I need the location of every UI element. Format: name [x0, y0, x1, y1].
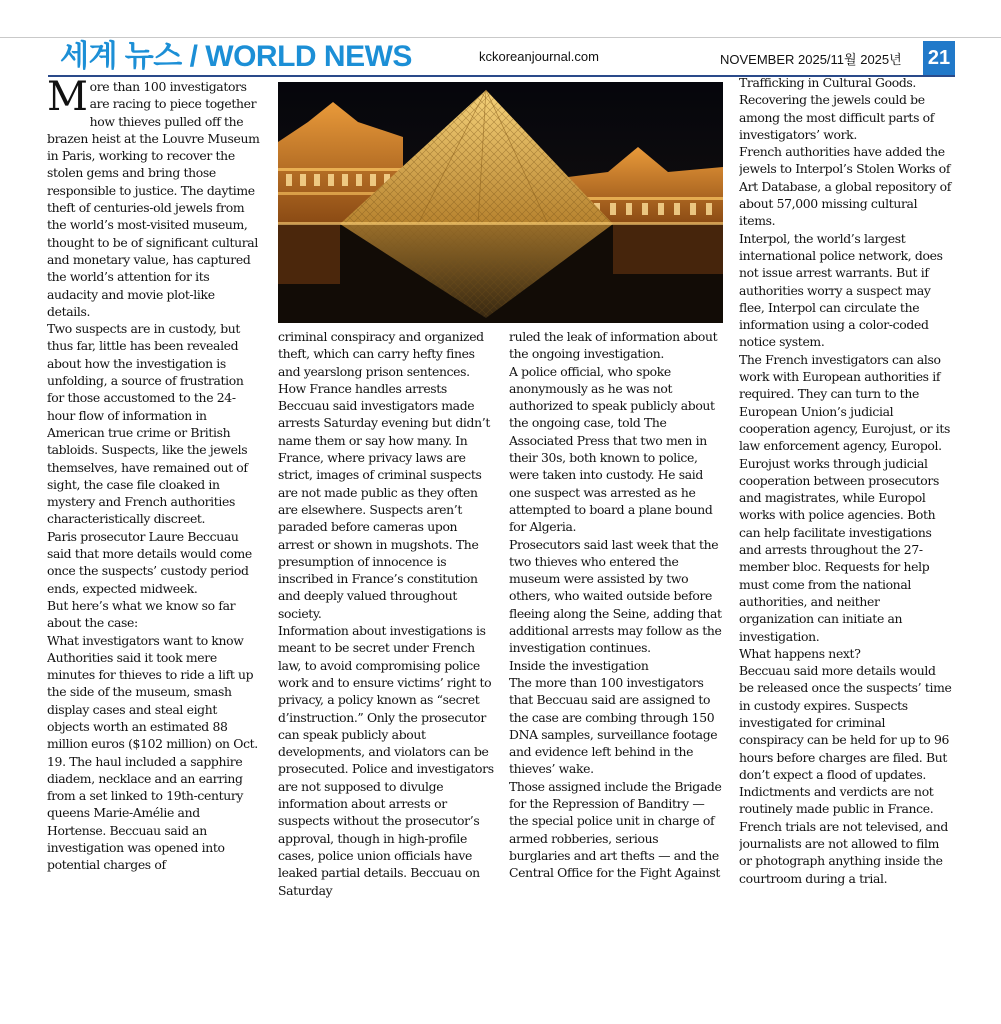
- article-column-1: [47, 78, 261, 983]
- article-paragraph: But here’s what we know so far about the case:: [47, 597, 236, 631]
- article-paragraph: Beccuau said more details would be released once the suspects’ time in custody expires. Suspects investigated for criminal conspiracy can be held for up to 96 hours before charges are filed. But don’t expect a flood of updates. Indictments and verdicts are not routinely made public in France. French trials are not televised, and journalists are not allowed to film or photograph anything inside the courtroom during a trial.: [739, 663, 952, 886]
- section-title: 세계 뉴스 / WORLD NEWS: [60, 40, 412, 73]
- lead-text: ore than 100 investigators are racing to piece together how thieves pulled off the brazen heist at the Louvre Museum in Paris, working to recover the stolen gems and bring those responsible to justice. The daytime theft of centuries-old jewels from the world’s most-visited museum, thought to be of significant cultural and monetary value, has captured the world’s attention for its audacity and movie plot-like details.: [47, 79, 260, 319]
- site-url: kckoreanjournal.com: [479, 49, 599, 64]
- louvre-pyramid-photo: [278, 82, 723, 323]
- article-paragraph: Paris prosecutor Laure Beccuau said that more details would come once the suspects’ custody period ends, expected midweek.: [47, 528, 252, 596]
- page-header: [52, 38, 955, 76]
- article-paragraph: Authorities said it took mere minutes for thieves to ride a lift up the side of the museum, smash display cases and steal eight objects worth an estimated 88 million euros ($102 million) on Oct. 19. The haul included a sapphire diadem, necklace and an earring from a set linked to 19th-century queens Marie-Amélie and Hortense. Beccuau said an investigation was opened into potential charges of: [47, 649, 258, 873]
- article-paragraph: ruled the leak of information about the ongoing investigation.: [509, 329, 718, 362]
- article-paragraph: Prosecutors said last week that the two thieves who entered the museum were assisted by two others, who waited outside before fleeing along the Seine, adding that additional arrests may follow as the investigation continues.: [509, 536, 722, 656]
- article-paragraph: Trafficking in Cultural Goods. Recovering the jewels could be among the most difficult parts of investigators’ work.: [739, 75, 935, 142]
- article-paragraph: French authorities have added the jewels to Interpol’s Stolen Works of Art Database, a global repository of about 57,000 missing cultural items.: [739, 144, 951, 229]
- article-paragraph: criminal conspiracy and organized theft, which can carry hefty fines and yearslong prison sentences.: [278, 329, 484, 379]
- subheading: Inside the investigation: [509, 657, 649, 673]
- subheading: What investigators want to know: [47, 632, 244, 648]
- article-paragraph: The more than 100 investigators that Beccuau said are assigned to the case are combing through 150 DNA samples, surveillance footage and evidence left behind in the thieves’ wake.: [509, 674, 718, 777]
- page-number: 21: [923, 41, 955, 75]
- article-paragraph: Interpol, the world’s largest international police network, does not issue arrest warrants. But if authorities worry a suspect may flee, Interpol can circulate the information using a color-coded notice system.: [739, 230, 943, 350]
- louvre-pyramid-icon: [278, 82, 723, 323]
- article-paragraph: Those assigned include the Brigade for the Repression of Banditry — the special police unit in charge of armed robberies, serious burglaries and art thefts — and the Central Office for the Fight Against: [509, 778, 722, 881]
- issue-date: NOVEMBER 2025/11월 2025년: [720, 52, 902, 67]
- article-paragraph: The French investigators can also work with European authorities if required. They can turn to the European Union’s judicial cooperation agency, Eurojust, or its law enforcement agency, Europol. Eurojust works through judicial cooperation between prosecutors and magistrates, while Europol works with police agencies. Both can help facilitate investigations and arrests throughout the 27-member bloc. Requests for help must come from the national authorities, and neither organization can initiate an investigation.: [739, 351, 951, 644]
- article-paragraph: Information about investigations is meant to be secret under French law, to avoid compromising police work and to ensure victims’ right to privacy, a policy known as “secret d’instruction.” Only the prosecutor can speak publicly about developments, and violators can be prosecuted. Police and investigators are not supposed to divulge information about arrests or suspects without the prosecutor’s approval, though in high-profile cases, police union officials have leaked partial details. Beccuau on Saturday: [278, 623, 494, 898]
- subheading: How France handles arrests: [278, 380, 447, 396]
- article-column-2: [278, 328, 496, 983]
- article-column-3: [509, 328, 723, 983]
- article-column-4: [739, 74, 953, 984]
- article-paragraph: A police official, who spoke anonymously as he was not authorized to speak publicly about the ongoing case, told The Associated Press that two men in their 30s, both known to police, were taken into custody. He said one suspect was arrested as he attempted to board a plane bound for Algeria.: [509, 363, 715, 535]
- article-paragraph: [47, 78, 261, 320]
- drop-cap: M: [47, 78, 88, 120]
- article-paragraph: Two suspects are in custody, but thus far, little has been revealed about how the investigation is unfolding, a source of frustration for those accustomed to the 24-hour flow of information in American true crime or British tabloids. Suspects, like the jewels themselves, have remained out of sight, the case file cloaked in mystery and French authorities characteristically discreet.: [47, 321, 248, 527]
- subheading: What happens next?: [739, 645, 861, 661]
- article-paragraph: Beccuau said investigators made arrests Saturday evening but didn’t name them or say how many. In France, where privacy laws are strict, images of criminal suspects are not made public as they often are elsewhere. Suspects aren’t paraded before cameras upon arrest or shown in mugshots. The presumption of innocence is inscribed in France’s constitution and deeply valued throughout society.: [278, 398, 490, 621]
